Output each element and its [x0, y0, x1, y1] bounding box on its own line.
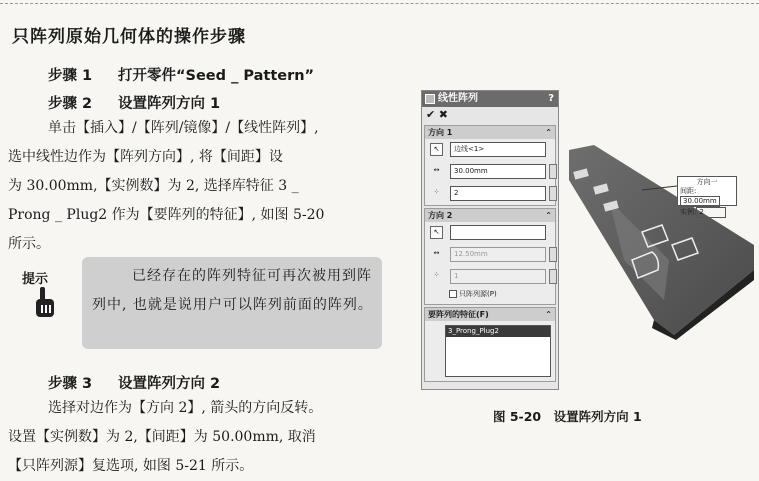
tip-text: 已经存在的阵列特征可再次被用到阵列中, 也就是说用户可以阵列前面的阵列。: [92, 268, 373, 313]
direction-1-header[interactable]: 方向 1 ⌃: [425, 126, 555, 139]
features-header[interactable]: 要阵列的特征(F) ⌃: [425, 308, 555, 321]
direction-2-header[interactable]: 方向 2 ⌃: [425, 209, 555, 222]
count-spinner[interactable]: [549, 269, 557, 284]
instances-icon: ⁘: [433, 188, 440, 196]
direction-2-edge-row: [425, 222, 555, 244]
direction-1-edge-row: [425, 139, 555, 161]
tip-hand-icon: [22, 268, 72, 328]
step-1: 步骤 1 打开零件“Seed _ Pattern”: [48, 68, 315, 84]
collapse-icon[interactable]: ⌃: [545, 211, 552, 220]
paragraph-line: Prong _ Plug2 作为【要阵列的特征】, 如图 5-20: [8, 207, 325, 223]
callout-spacing: 间距:30.00mm: [680, 187, 734, 207]
paragraph-line: 所示。: [8, 236, 50, 252]
direction-1-count-row: [425, 183, 555, 205]
direction-1-edge-field[interactable]: 边线<1>: [450, 142, 546, 157]
step-2: 步骤 2 设置阵列方向 1: [48, 96, 221, 112]
direction-1-section: [424, 125, 556, 206]
spacing-spinner[interactable]: [549, 164, 557, 179]
direction-1-spacing-row: [425, 161, 555, 183]
dialog-title-bar: [422, 91, 558, 107]
spacing-spinner[interactable]: [549, 247, 557, 262]
reverse-direction-button[interactable]: ↖: [430, 143, 443, 156]
features-section: [424, 307, 556, 382]
features-list[interactable]: [445, 325, 551, 377]
spacing-icon: ↔: [433, 249, 440, 257]
callout-count: 实例: 2: [680, 207, 734, 218]
collapse-icon[interactable]: ⌃: [545, 310, 552, 319]
list-item[interactable]: 3_Prong_Plug2: [446, 326, 550, 337]
paragraph-line: 选中线性边作为【阵列方向】, 将【间距】设: [8, 149, 283, 165]
linear-pattern-dialog: [421, 90, 559, 390]
direction-1-count-input[interactable]: 2: [450, 186, 546, 201]
paragraph-line: 为 30.00mm,【实例数】为 2, 选择库特征 3 _: [8, 178, 299, 194]
step-2-paragraph: [8, 114, 393, 259]
instances-icon: ⁘: [433, 271, 440, 279]
direction-2-spacing-row: [425, 244, 555, 266]
paragraph-line: 选择对边作为【方向 2】, 箭头的方向反转。: [48, 400, 323, 416]
pointing-hand-icon: [34, 287, 56, 319]
collapse-icon[interactable]: ⌃: [545, 128, 552, 137]
section-heading: 只阵列原始几何体的操作步骤: [12, 27, 246, 47]
reverse-direction-button[interactable]: ↖: [430, 226, 443, 239]
top-dashed-rule: [0, 3, 759, 4]
direction-2-section: [424, 208, 556, 305]
step-3-paragraph: [8, 394, 393, 481]
step-3: 步骤 3 设置阵列方向 2: [48, 376, 221, 392]
help-icon[interactable]: ?: [548, 93, 554, 104]
part-model-illustration: [564, 140, 759, 340]
count-spinner[interactable]: [549, 186, 557, 201]
paragraph-line: 设置【实例数】为 2,【间距】为 50.00mm, 取消: [8, 429, 316, 445]
spacing-icon: ↔: [433, 166, 440, 174]
direction-2-count-row: [425, 266, 555, 288]
direction-2-edge-field[interactable]: [450, 225, 546, 240]
dialog-title: 线性阵列: [438, 93, 478, 104]
callout-title: 方向一: [696, 178, 718, 186]
direction-2-spacing-input[interactable]: 12.50mm: [450, 247, 546, 262]
tip-label: 提示: [22, 272, 49, 287]
only-source-checkbox[interactable]: 只阵列源(P): [449, 288, 497, 300]
paragraph-line: 单击【插入】/【阵列/镜像】/【线性阵列】,: [48, 120, 319, 136]
pattern-icon: [425, 94, 435, 104]
direction-2-count-input[interactable]: 1: [450, 269, 546, 284]
ok-cancel-buttons[interactable]: ✔ ✖: [426, 108, 448, 121]
only-source-row: [425, 288, 555, 304]
figure-caption: 图 5-20 设置阵列方向 1: [493, 409, 642, 424]
direction-callout: [677, 176, 737, 216]
paragraph-line: 【只阵列源】复选项, 如图 5-21 所示。: [8, 458, 254, 474]
direction-1-spacing-input[interactable]: 30.00mm: [450, 164, 546, 179]
